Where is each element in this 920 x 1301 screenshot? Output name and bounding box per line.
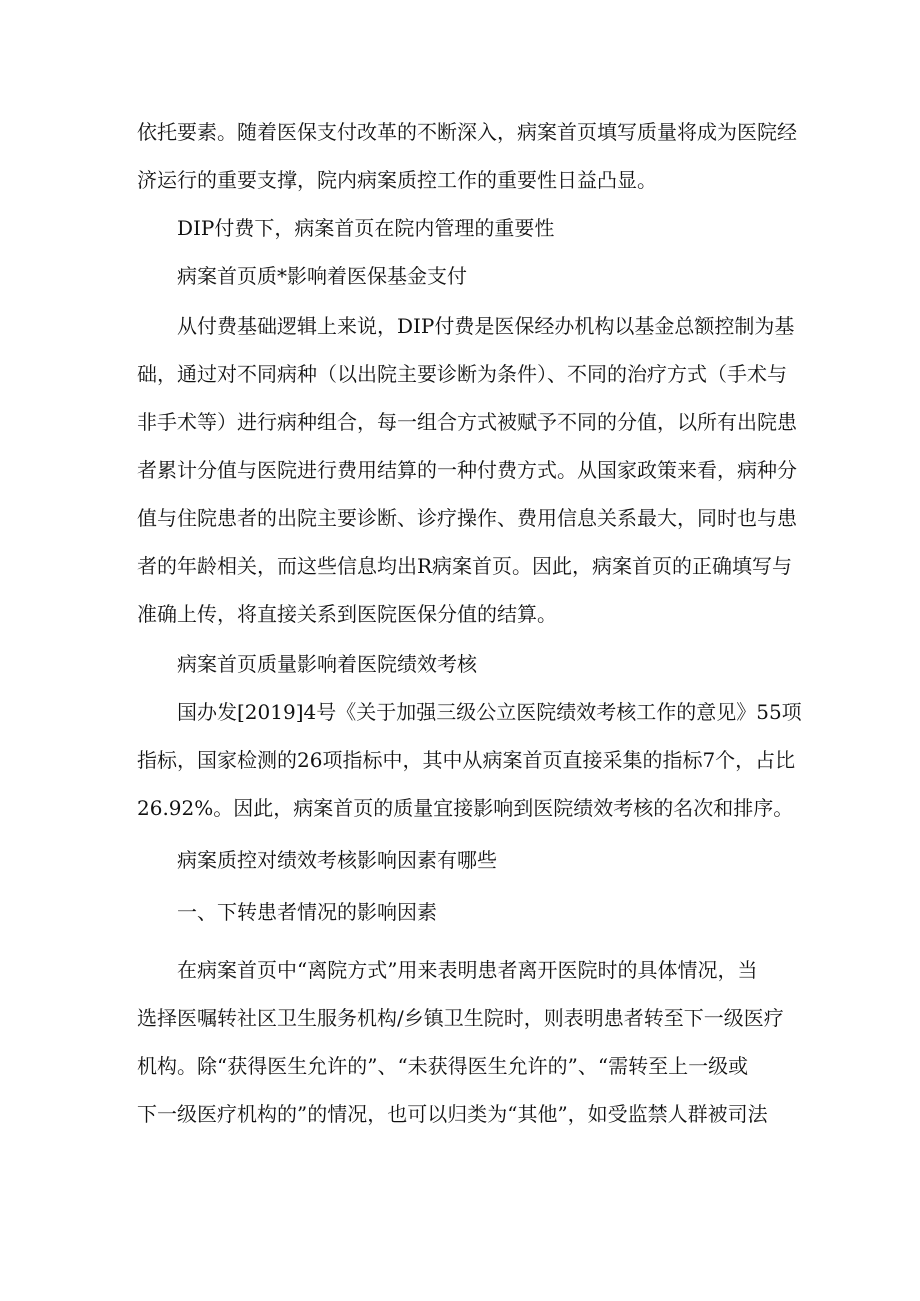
body-text-line: 下一级医疗机构的”的情况，也可以归类为“其他”，如受监禁人群被司法 xyxy=(137,1102,768,1126)
body-text-line: 准确上传，将直接关系到医院医保分值的结算。 xyxy=(137,602,557,626)
body-text-line: 指标，国家检测的26项指标中，其中从病案首页直接采集的指标7个，占比 xyxy=(137,748,796,772)
body-text-line: 机构。除“获得医生允许的”、“未获得医生允许的”、“需转至上一级或 xyxy=(137,1054,749,1078)
section-heading: 病案首页质*影响着医保基金支付 xyxy=(177,264,467,288)
body-text-line: 在病案首页中“离院方式”用来表明患者离开医院时的具体情况，当 xyxy=(177,958,758,982)
body-text-line: 值与住院患者的出院主要诊断、诊疗操作、费用信息关系最大，同时也与患 xyxy=(137,506,797,530)
section-heading: 病案质控对绩效考核影响因素有哪些 xyxy=(177,848,497,872)
body-text-line: 26.92%。因此，病案首页的质量宜接影响到医院绩效考核的名次和排序。 xyxy=(137,796,794,820)
body-text-line: 础，通过对不同病种（以出院主要诊断为条件）、不同的治疗方式（手术与 xyxy=(137,362,787,386)
body-text-line: 济运行的重要支撑，院内病案质控工作的重要性日益凸显。 xyxy=(137,168,657,192)
body-text-line: 依托要素。随着医保支付改革的不断深入，病案首页填写质量将成为医院经 xyxy=(137,120,797,144)
body-text-line: 从付费基础逻辑上来说，DIP付费是医保经办机构以基金总额控制为基 xyxy=(177,314,795,338)
body-text-line: 选择医嘱转社区卫生服务机构/乡镇卫生院时，则表明患者转至下一级医疗 xyxy=(137,1006,784,1030)
body-text-line: 国办发[2019]4号《关于加强三级公立医院绩效考核工作的意见》55项 xyxy=(177,700,802,724)
body-text-line: 非手术等）进行病种组合，每一组合方式被赋予不同的分值，以所有出院患 xyxy=(137,410,797,434)
section-heading: DIP付费下，病案首页在院内管理的重要性 xyxy=(177,216,555,240)
body-text-line: 者的年龄相关，而这些信息均出R病案首页。因此，病案首页的正确填写与 xyxy=(137,554,793,578)
section-heading: 一、下转患者情况的影响因素 xyxy=(177,900,437,924)
section-heading: 病案首页质量影响着医院绩效考核 xyxy=(177,652,477,676)
body-text-line: 者累计分值与医院进行费用结算的一种付费方式。从国家政策来看，病种分 xyxy=(137,458,797,482)
